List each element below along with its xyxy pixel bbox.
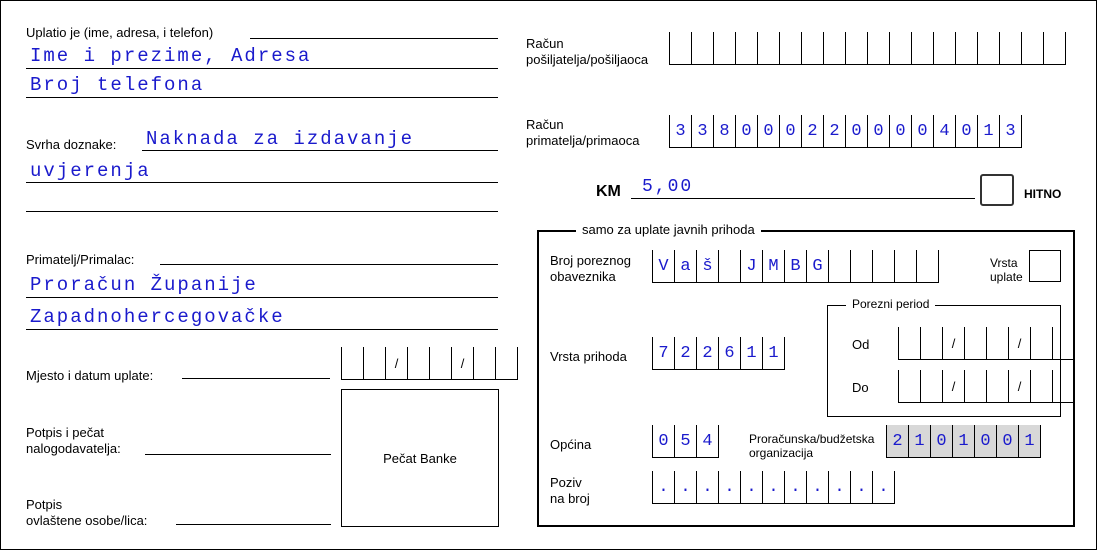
tax-payer-cell[interactable]: [719, 250, 741, 282]
input-cell[interactable]: [912, 32, 934, 64]
municipality-cell[interactable]: 4: [697, 425, 719, 457]
to-label: Do: [852, 380, 869, 395]
tax-payer-cell[interactable]: V: [653, 250, 675, 282]
signature-payer-label-2: nalogodavatelja:: [26, 441, 121, 456]
input-cell[interactable]: [965, 327, 987, 359]
input-cell[interactable]: [758, 32, 780, 64]
input-cell[interactable]: [899, 370, 921, 402]
signature-auth-label-1: Potpis: [26, 497, 63, 512]
input-cell[interactable]: [780, 32, 802, 64]
revenue-type-cell[interactable]: 1: [763, 337, 785, 369]
input-cell[interactable]: /: [452, 347, 474, 379]
recipient-label: Primatelj/Primalac:: [26, 252, 135, 267]
municipality-cells[interactable]: [652, 425, 719, 458]
input-cell[interactable]: [496, 347, 518, 379]
recipient-account-label-1: Račun: [526, 117, 564, 132]
recipient-line-1: [26, 297, 498, 298]
recv-acc-cell[interactable]: 0: [846, 115, 868, 147]
recipient-line-0: [160, 264, 498, 265]
input-cell[interactable]: [714, 32, 736, 64]
input-cell[interactable]: [987, 327, 1009, 359]
input-cell[interactable]: [342, 347, 364, 379]
tax-payer-cell[interactable]: M: [763, 250, 785, 282]
sender-account-label-2: pošiljatelja/pošiljaoca: [526, 52, 649, 67]
from-date-cells[interactable]: [898, 327, 1075, 360]
payer-line-1: [26, 68, 498, 69]
purpose-field-2[interactable]: uvjerenja: [30, 160, 151, 182]
revenue-type-cell[interactable]: 2: [697, 337, 719, 369]
purpose-label: Svrha doznake:: [26, 137, 117, 152]
budget-org-cell[interactable]: 0: [997, 425, 1019, 457]
input-cell[interactable]: [1022, 32, 1044, 64]
reference-cell[interactable]: .: [763, 471, 785, 503]
to-date-cells[interactable]: [898, 370, 1075, 403]
urgent-label: HITNO: [1024, 187, 1062, 201]
budget-org-cell[interactable]: 0: [931, 425, 953, 457]
input-cell[interactable]: /: [386, 347, 408, 379]
revenue-type-cells[interactable]: [652, 337, 785, 370]
signature-auth-line: [176, 524, 331, 525]
reference-cell[interactable]: .: [873, 471, 895, 503]
signature-payer-line: [145, 454, 331, 455]
reference-cell[interactable]: .: [851, 471, 873, 503]
revenue-type-cell[interactable]: 1: [741, 337, 763, 369]
tax-payer-cell[interactable]: a: [675, 250, 697, 282]
input-cell[interactable]: [430, 347, 452, 379]
budget-org-cell[interactable]: 1: [953, 425, 975, 457]
input-cell[interactable]: /: [1009, 370, 1031, 402]
recipient-line-2: [26, 329, 498, 330]
input-cell[interactable]: [921, 327, 943, 359]
reference-cell[interactable]: .: [807, 471, 829, 503]
payment-type-label-1: Vrsta: [990, 256, 1018, 270]
place-line: [182, 378, 330, 379]
recv-acc-cell[interactable]: 0: [890, 115, 912, 147]
urgent-checkbox[interactable]: [980, 174, 1014, 206]
tax-payer-label-1: Broj poreznog: [550, 253, 631, 268]
reference-cell[interactable]: .: [719, 471, 741, 503]
budget-org-label-2: organizacija: [749, 446, 814, 460]
tax-payer-cell[interactable]: š: [697, 250, 719, 282]
recv-acc-cell[interactable]: 2: [802, 115, 824, 147]
purpose-field-1[interactable]: Naknada za izdavanje: [146, 128, 415, 150]
recv-acc-cell[interactable]: 0: [736, 115, 758, 147]
tax-period-title: Porezni period: [846, 297, 935, 311]
input-cell[interactable]: [736, 32, 758, 64]
recv-acc-cell[interactable]: 8: [714, 115, 736, 147]
tax-payer-cell[interactable]: [873, 250, 895, 282]
input-cell[interactable]: /: [943, 370, 965, 402]
input-cell[interactable]: [474, 347, 496, 379]
input-cell[interactable]: [868, 32, 890, 64]
input-cell[interactable]: [846, 32, 868, 64]
input-cell[interactable]: /: [1009, 327, 1031, 359]
purpose-line-1: [142, 150, 498, 151]
input-cell[interactable]: [670, 32, 692, 64]
payer-line-2: [26, 97, 498, 98]
reference-cell[interactable]: .: [741, 471, 763, 503]
revenue-type-cell[interactable]: 7: [653, 337, 675, 369]
recipient-field-1[interactable]: Proračun Županije: [30, 274, 258, 296]
recipient-account-label-2: primatelja/primaoca: [526, 133, 640, 148]
amount-line: [631, 198, 975, 199]
payer-line-0: [250, 38, 498, 39]
revenue-type-cell[interactable]: 6: [719, 337, 741, 369]
payment-type-box[interactable]: [1029, 250, 1061, 282]
input-cell[interactable]: /: [943, 327, 965, 359]
reference-cell[interactable]: .: [697, 471, 719, 503]
recv-acc-cell[interactable]: 0: [868, 115, 890, 147]
revenue-type-cell[interactable]: 2: [675, 337, 697, 369]
recv-acc-cell[interactable]: 0: [912, 115, 934, 147]
purpose-line-3: [26, 211, 498, 212]
recv-acc-cell[interactable]: 3: [692, 115, 714, 147]
recv-acc-cell[interactable]: 2: [824, 115, 846, 147]
municipality-cell[interactable]: 0: [653, 425, 675, 457]
input-cell[interactable]: [987, 370, 1009, 402]
input-cell[interactable]: [1031, 327, 1053, 359]
amount-field[interactable]: 5,00: [642, 177, 694, 197]
place-date-label: Mjesto i datum uplate:: [26, 368, 154, 383]
input-cell[interactable]: [934, 32, 956, 64]
reference-cell[interactable]: .: [653, 471, 675, 503]
reference-label-1: Poziv: [550, 475, 582, 490]
input-cell[interactable]: [692, 32, 714, 64]
signature-auth-label-2: ovlaštene osobe/lica:: [26, 513, 148, 528]
recv-acc-cell[interactable]: 1: [978, 115, 1000, 147]
input-cell[interactable]: [1053, 370, 1075, 402]
budget-org-cell[interactable]: 0: [975, 425, 997, 457]
recv-acc-cell[interactable]: 0: [956, 115, 978, 147]
input-cell[interactable]: [921, 370, 943, 402]
payer-name-field[interactable]: Ime i prezime, Adresa: [30, 45, 312, 67]
budget-org-cell[interactable]: 2: [887, 425, 909, 457]
input-cell[interactable]: [364, 347, 386, 379]
tax-payer-cell[interactable]: [829, 250, 851, 282]
recipient-field-2[interactable]: Zapadnohercegovačke: [30, 306, 285, 328]
signature-payer-label-1: Potpis i pečat: [26, 425, 105, 440]
budget-org-cells[interactable]: [886, 425, 1041, 458]
tax-payer-cell[interactable]: [917, 250, 939, 282]
reference-cell[interactable]: .: [785, 471, 807, 503]
revenue-type-label: Vrsta prihoda: [550, 349, 627, 364]
municipality-label: Općina: [550, 437, 592, 452]
recv-acc-cell[interactable]: 0: [758, 115, 780, 147]
reference-cells[interactable]: [652, 471, 895, 504]
reference-cell[interactable]: .: [829, 471, 851, 503]
bank-stamp-box: [341, 389, 499, 527]
input-cell[interactable]: [824, 32, 846, 64]
public-section-title: samo za uplate javnih prihoda: [576, 222, 761, 237]
reference-label-2: na broj: [550, 491, 590, 506]
payment-type-label-2: uplate: [990, 270, 1023, 284]
municipality-cell[interactable]: 5: [675, 425, 697, 457]
tax-payer-cell[interactable]: J: [741, 250, 763, 282]
reference-cell[interactable]: .: [675, 471, 697, 503]
tax-payer-cell[interactable]: [851, 250, 873, 282]
recv-acc-cell[interactable]: 3: [1000, 115, 1022, 147]
recv-acc-cell[interactable]: 0: [780, 115, 802, 147]
input-cell[interactable]: [978, 32, 1000, 64]
tax-payer-cells[interactable]: [652, 250, 939, 283]
input-cell[interactable]: [890, 32, 912, 64]
input-cell[interactable]: [1031, 370, 1053, 402]
bank-stamp-label: Pečat Banke: [383, 450, 457, 466]
input-cell[interactable]: [965, 370, 987, 402]
sender-account-cells[interactable]: [669, 32, 1066, 65]
recv-acc-cell[interactable]: 4: [934, 115, 956, 147]
recv-acc-cell[interactable]: 3: [670, 115, 692, 147]
input-cell[interactable]: [1000, 32, 1022, 64]
purpose-line-2: [26, 182, 498, 183]
recipient-account-cells[interactable]: [669, 115, 1022, 148]
input-cell[interactable]: [408, 347, 430, 379]
tax-payer-cell[interactable]: [895, 250, 917, 282]
tax-payer-label-2: obaveznika: [550, 269, 616, 284]
from-label: Od: [852, 337, 870, 352]
km-label: KM: [596, 183, 621, 200]
input-cell[interactable]: [1044, 32, 1066, 64]
sender-account-label-1: Račun: [526, 36, 564, 51]
tax-payer-cell[interactable]: B: [785, 250, 807, 282]
budget-org-cell[interactable]: 1: [1019, 425, 1041, 457]
input-cell[interactable]: [802, 32, 824, 64]
input-cell[interactable]: [956, 32, 978, 64]
budget-org-label-1: Proračunska/budžetska: [749, 432, 875, 446]
payer-phone-field[interactable]: Broj telefona: [30, 74, 205, 96]
budget-org-cell[interactable]: 1: [909, 425, 931, 457]
input-cell[interactable]: [1053, 327, 1075, 359]
date-cells[interactable]: [341, 347, 518, 380]
payer-label: Uplatio je (ime, adresa, i telefon): [26, 25, 214, 40]
input-cell[interactable]: [899, 327, 921, 359]
tax-payer-cell[interactable]: G: [807, 250, 829, 282]
